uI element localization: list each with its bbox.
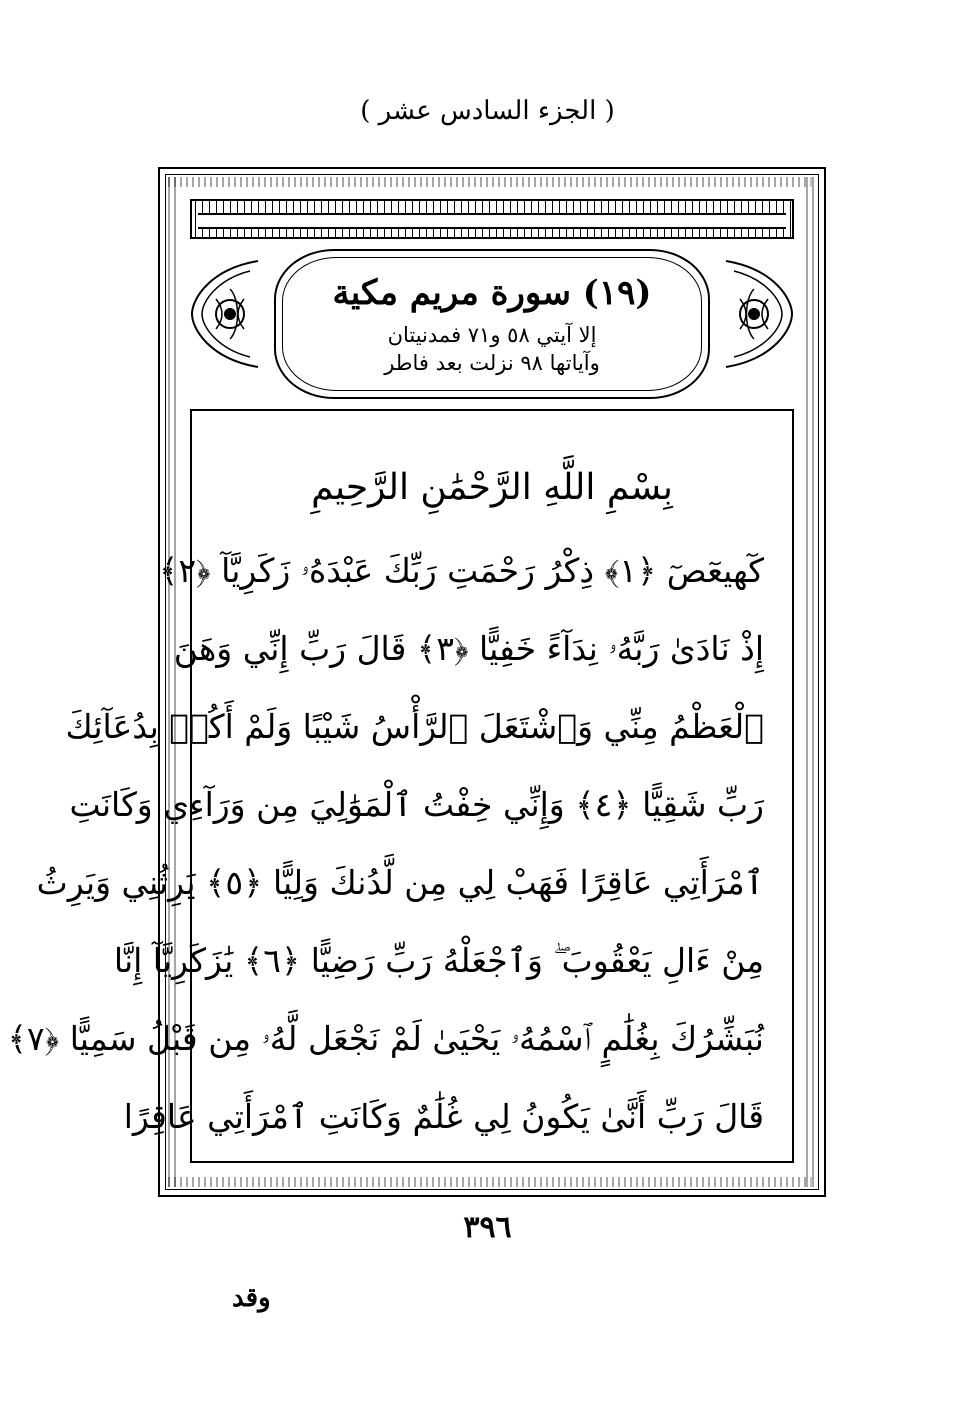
surah-header [190,249,794,399]
surah-title-cartouche [274,249,710,399]
surah-subtitle-verse-count: وآياتها ٩٨ نزلت بعد فاطر [384,351,600,375]
page-frame [7,167,826,1197]
frame-band-right [806,177,816,1187]
page-number: ٣٩٦ [463,1210,512,1245]
verse-line: ٱمْرَأَتِي عَاقِرًا فَهَبْ لِي مِن لَّدُنكَ وَلِيًّا ﴿٥﴾ يَرِثُنِي وَيَرِثُ [36,863,764,902]
surah-title: (١٩) سورة مريم مكية [332,273,652,313]
frame-band-bottom [168,1177,816,1187]
arabesque-medallion-left [190,259,260,369]
surah-subtitle-medinan-verses: إلا آيتي ٥٨ و٧١ فمدنيتان [387,323,597,347]
juz-header: ( الجزء السادس عشر ) [360,96,615,126]
verse-line: إِذْ نَادَىٰ رَبَّهُۥ نِدَآءً خَفِيًّا ﴿٣﴾ قَالَ رَبِّ إِنِّي وَهَنَ [173,629,764,668]
ornamental-top-bar [190,199,794,239]
basmala: بِسْمِ اللَّهِ الرَّحْمَٰنِ الرَّحِيمِ [311,467,673,508]
arabesque-medallion-right [724,259,794,369]
verse-line: ٱلْعَظْمُ مِنِّي وَٱشْتَعَلَ ٱلرَّأْسُ شَيْبًا وَلَمْ أَكُنۢ بِدُعَآئِكَ [65,707,764,746]
verse-line: نُبَشِّرُكَ بِغُلَٰمٍ ٱسْمُهُۥ يَحْيَىٰ لَمْ نَجْعَل لَّهُۥ مِن قَبْلُ سَمِيًّا ﴿٧﴾ [7,1019,764,1058]
verse-line: كٓهيعٓصٓ ﴿١﴾ ذِكْرُ رَحْمَتِ رَبِّكَ عَبْدَهُۥ زَكَرِيَّآ ﴿٢﴾ [158,551,764,590]
verse-line: قَالَ رَبِّ أَنَّىٰ يَكُونُ لِي غُلَٰمٌ وَكَانَتِ ٱمْرَأَتِي عَاقِرًا [123,1097,764,1136]
verse-line: مِنْ ءَالِ يَعْقُوبَ ۖ وَٱجْعَلْهُ رَبِّ رَضِيًّا ﴿٦﴾ يَٰزَكَرِيَّآ إِنَّا [113,941,764,980]
frame-band-top [168,177,816,187]
verse-text-panel [7,409,794,1163]
verse-line: رَبِّ شَقِيًّا ﴿٤﴾ وَإِنِّي خِفْتُ ٱلْمَوَٰلِيَ مِن وَرَآءِي وَكَانَتِ [69,785,764,824]
catchword: وقد [232,1283,271,1313]
